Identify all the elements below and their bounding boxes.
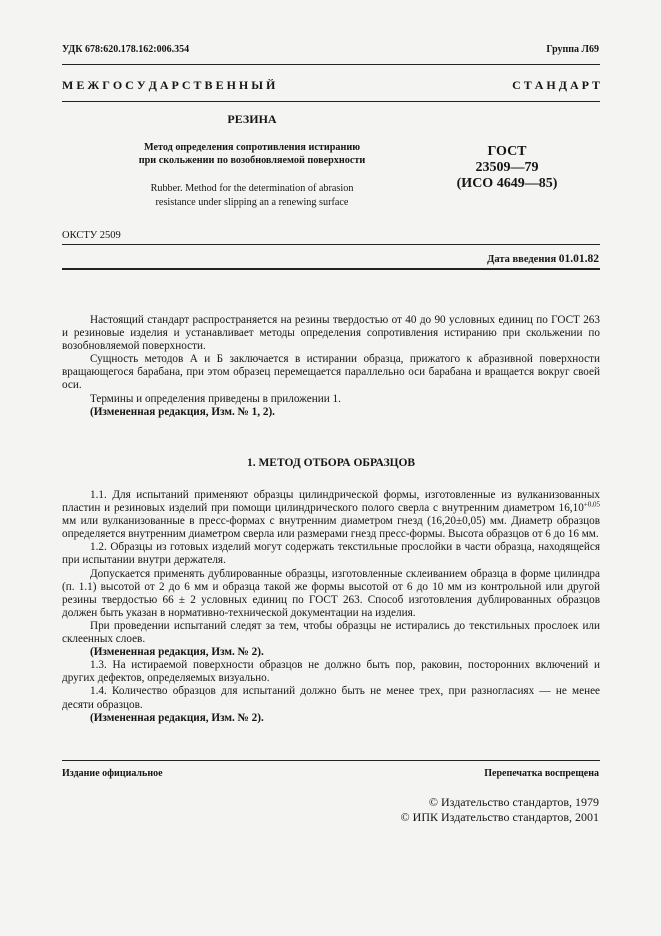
intro-date-label: Дата введения xyxy=(487,254,557,265)
subtitle-en-line1: Rubber. Method for the determination of abrasion xyxy=(150,183,354,194)
amendment-note: (Измененная редакция, Изм. № 2). xyxy=(90,711,264,724)
intro-date xyxy=(487,253,599,265)
amendment-note: (Измененная редакция, Изм. № 2). xyxy=(90,646,264,659)
okstu-rule xyxy=(62,244,600,245)
copyright-line: © Издательство стандартов, 1979 xyxy=(428,795,599,809)
doc-title: РЕЗИНА xyxy=(227,112,277,126)
section-body xyxy=(62,489,600,725)
subtitle-en xyxy=(62,182,442,210)
clause-1-1-text-b: мм или вулканизованные в пресс-формах с внутренним диаметром гнезд (16,20±0,05) мм. Диаметр образцов определяется внутренним диаметром сверла или размерами гнезд пресс-формы. Высота образцов от 6 до 16 мм. xyxy=(62,515,600,541)
intro-paragraph: Настоящий стандарт распространяется на резины твердостью от 40 до 90 условных единиц по ГОСТ 263 и резиновые изделия и устанавливает методы определения сопротивления истиранию при скольжении по возобновляемой поверхности. xyxy=(62,314,600,353)
group-code: Группа Л69 xyxy=(546,44,599,55)
clause-paragraph: При проведении испытаний следят за тем, чтобы образцы не истирались до текстильных прослоек или склеенных слоев. xyxy=(62,619,600,646)
clause-paragraph: Допускается применять дублированные образцы, изготовленные склеиванием образца в форме цилиндра (п. 1.1) высотой от 2 до 6 мм и образца такой же формы высотой от 6 до 10 мм из контрольной или другой резины твердостью 66 ± 2 условных единиц по ГОСТ 263. Способ изготовления дублированных образцов должен быть указан в нормативно-технической документации на изделия. xyxy=(62,567,600,619)
banner-rule xyxy=(62,101,600,102)
copyright-line: © ИПК Издательство стандартов, 2001 xyxy=(400,810,599,824)
clause-1-1-text-a: 1.1. Для испытаний применяют образцы цилиндрической формы, изготовленные из вулканизованных пластин и резиновых изделий при помощи цилиндрического полого сверла с внутренним диаметром 16,10 xyxy=(62,489,600,515)
reprint-prohibited: Перепечатка воспрещена xyxy=(484,768,599,779)
okstu-code: ОКСТУ 2509 xyxy=(62,230,121,241)
clause-1-1 xyxy=(62,489,600,541)
gost-designation xyxy=(440,144,574,192)
intro-paragraph: Термины и определения приведены в приложении 1. xyxy=(90,392,341,405)
gost-label: ГОСТ xyxy=(487,144,527,159)
banner-word-interstate: М Е Ж Г О С У Д А Р С Т В Е Н Н Ы Й xyxy=(62,78,276,92)
section-heading: 1. МЕТОД ОТБОРА ОБРАЗЦОВ xyxy=(246,457,416,469)
footer-rule xyxy=(62,760,600,761)
subtitle-ru-line2: при скольжении по возобновляемой поверхности xyxy=(138,155,366,166)
top-rule xyxy=(62,64,600,65)
interstate-standard-banner xyxy=(62,78,600,93)
subtitle-ru xyxy=(62,141,442,167)
subtitle-en-line2: resistance under slipping an a renewing surface xyxy=(155,197,349,208)
intro-date-rule xyxy=(62,268,600,270)
subtitle-ru-line1: Метод определения сопротивления истиранию xyxy=(143,142,361,153)
gost-number: 23509—79 xyxy=(475,160,539,175)
udc-code: УДК 678:620.178.162:006.354 xyxy=(62,44,190,55)
banner-word-standard: С Т А Н Д А Р Т xyxy=(512,78,600,92)
clause-1-3: 1.3. На истираемой поверхности образцов не должно быть пор, раковин, посторонних включений и других дефектов, определяемых визуально. xyxy=(62,659,600,685)
clause-1-4: 1.4. Количество образцов для испытаний должно быть не менее трех, при разногласиях — не менее десяти образцов. xyxy=(62,685,600,711)
tolerance-superscript: +0,05 xyxy=(583,500,600,509)
intro-date-value: 01.01.82 xyxy=(558,253,599,265)
intro-block xyxy=(62,314,600,419)
official-edition: Издание официальное xyxy=(62,768,163,779)
amendment-note: (Измененная редакция, Изм. № 1, 2). xyxy=(90,405,275,418)
clause-1-2: 1.2. Образцы из готовых изделий могут содержать текстильные прослойки в части образца, находящейся при испытании внутри держателя. xyxy=(62,541,600,567)
copyright-block xyxy=(401,795,599,825)
iso-number: (ИСО 4649—85) xyxy=(456,176,558,191)
intro-paragraph: Сущность методов А и Б заключается в истирании образца, прижатого к абразивной поверхности вращающегося барабана, при этом образец перемещается параллельно оси барабана и вращается вокруг своей оси. xyxy=(62,353,600,392)
